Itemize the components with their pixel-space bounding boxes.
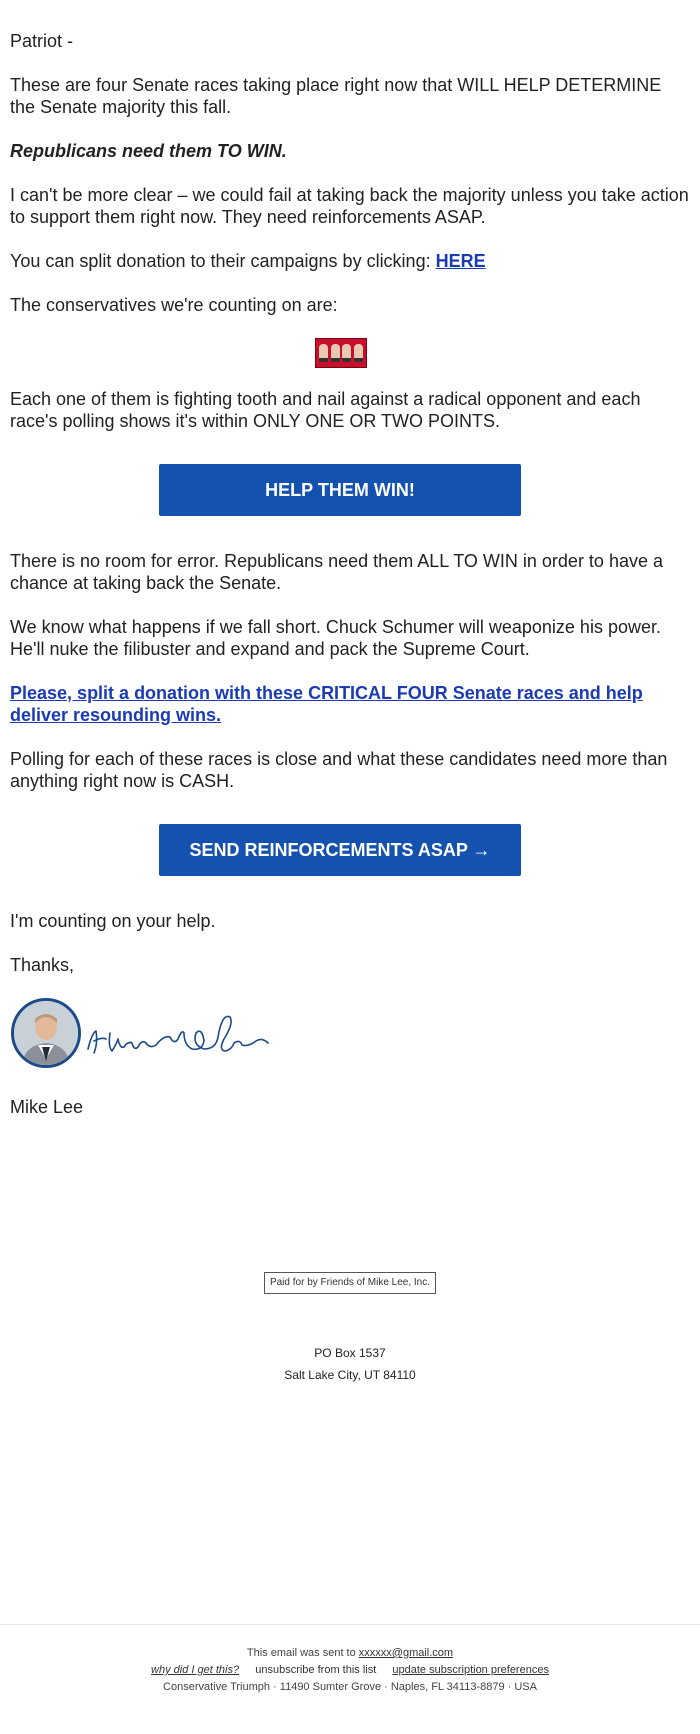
- candidates-banner-image[interactable]: [315, 338, 367, 368]
- footer-divider: [0, 1624, 700, 1625]
- sent-to-text: This email was sent to: [246, 1647, 359, 1659]
- send-reinforcements-button[interactable]: SEND REINFORCEMENTS ASAP →: [159, 824, 521, 876]
- paid-for-box: Paid for by Friends of Mike Lee, Inc.: [264, 1272, 436, 1294]
- paragraph-fighting: Each one of them is fighting tooth and nail against a radical opponent and each race's polling shows it's within ONLY ONE OR TWO POINTS.: [10, 389, 641, 431]
- paragraph-races: These are four Senate races taking place right now that WILL HELP DETERMINE the Senate majority this fall.: [10, 75, 662, 117]
- person-portrait-icon: [14, 1001, 78, 1065]
- footer-org-address: Conservative Triumph · 11490 Sumter Grove · Naples, FL 34113-8879 · USA: [163, 1681, 537, 1693]
- signer-name: Mike Lee: [10, 1097, 84, 1117]
- unsubscribe-link[interactable]: unsubscribe from this list: [255, 1664, 377, 1676]
- paragraph-split-donation: [10, 250, 690, 272]
- update-preferences-link[interactable]: update subscription preferences: [392, 1664, 549, 1676]
- candidate-photo: [331, 344, 340, 362]
- paragraph-no-room-for-error: There is no room for error. Republicans need them ALL TO WIN in order to have a chance at taking back the Senate.: [10, 551, 663, 593]
- footer-links: [0, 1664, 700, 1676]
- split-donation-text: You can split donation to their campaigns by clicking:: [10, 251, 436, 271]
- why-did-i-get-this-link[interactable]: why did I get this?: [151, 1664, 240, 1676]
- candidate-photo: [319, 344, 328, 362]
- paragraph-counting: I'm counting on your help.: [10, 911, 216, 931]
- critical-four-link[interactable]: Please, split a donation with these CRITICAL FOUR Senate races and help deliver resounding wins.: [10, 683, 643, 725]
- recipient-email-link[interactable]: xxxxxx@gmail.com: [358, 1647, 454, 1659]
- thanks-text: Thanks,: [10, 955, 75, 975]
- help-them-win-button[interactable]: HELP THEM WIN!: [159, 464, 521, 516]
- paragraph-need-to-win: Republicans need them TO WIN.: [10, 141, 287, 161]
- address-line-1: PO Box 1537: [314, 1346, 386, 1360]
- paragraph-be-clear: I can't be more clear – we could fail at taking back the majority unless you take action to support them right now. They need reinforcements ASAP.: [10, 185, 689, 227]
- candidate-photo: [354, 344, 363, 362]
- paragraph-conservatives: The conservatives we're counting on are:: [10, 295, 338, 315]
- paragraph-polling: Polling for each of these races is close and what these candidates need more than anything right now is CASH.: [10, 749, 668, 791]
- greeting: Patriot -: [10, 31, 74, 51]
- signature-image: [84, 1003, 274, 1063]
- here-link[interactable]: HERE: [435, 251, 486, 271]
- address-line-2: Salt Lake City, UT 84110: [284, 1368, 416, 1382]
- signer-avatar: [11, 998, 81, 1068]
- footer-sent-to: [0, 1647, 700, 1659]
- candidate-photo: [342, 344, 351, 362]
- paragraph-fall-short: We know what happens if we fall short. Chuck Schumer will weaponize his power. He'll nuke the filibuster and expand and pack the Supreme Court.: [10, 617, 661, 659]
- paragraph-split-donation-link: [10, 682, 690, 726]
